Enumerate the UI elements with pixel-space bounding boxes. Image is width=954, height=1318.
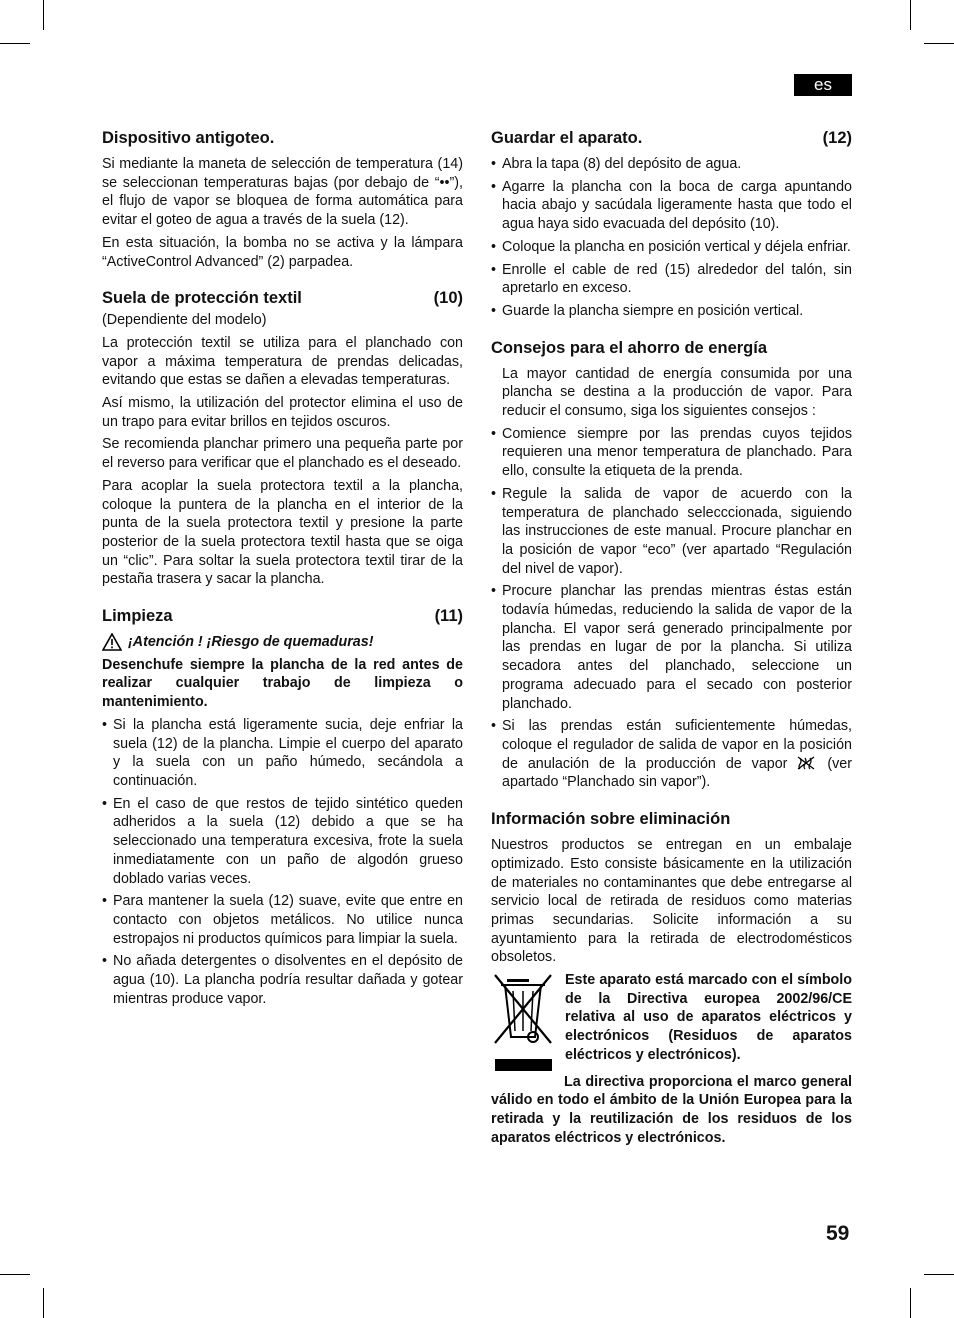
crop-mark	[43, 0, 44, 30]
note: (Dependiente del modelo)	[102, 312, 267, 329]
paragraph: La mayor cantidad de energía consumida por una plancha se destina a la producción de vapor. Para reducir el consumo, siga los siguientes consejos :	[502, 365, 852, 420]
page-number: 59	[826, 1222, 850, 1245]
list-item: • Coloque la plancha en posición vertical y déjela enfriar.	[491, 238, 852, 257]
section-eliminacion	[491, 808, 852, 1147]
paragraph: Así mismo, la utilización del protector elimina el uso de un trapo para evitar brillos en tejidos oscuros.	[102, 395, 463, 430]
section-number: (12)	[822, 129, 852, 147]
weee-block	[491, 971, 852, 1077]
section-title: Consejos para el ahorro de energía	[491, 338, 768, 357]
section-title: Dispositivo antigoteo.	[102, 129, 275, 147]
section-number: (11)	[434, 607, 463, 626]
list-item: • Regule la salida de vapor de acuerdo con la temperatura de planchado selecccionada, siguiendo las instrucciones de este manual. Procure planchar en la posición de vapor “eco” (ver apartado “Regulación del nivel de vapor).	[491, 485, 852, 579]
crop-mark	[0, 1274, 30, 1275]
list-item: • Procure planchar las prendas mientras éstas están todavía húmedas, reduciendo la salida de vapor de la plancha. El vapor será generado principalmente por las prendas en lugar de por la plancha. Si utiliza secadora antes del planchado, seleccione un programa adecuado para el secado con posterior planchado.	[491, 582, 852, 713]
crop-mark	[924, 1274, 954, 1275]
paragraph: En esta situación, la bomba no se activa y la lámpara “ActiveControl Advanced” (2) parpadea.	[102, 234, 463, 270]
paragraph: La directiva proporciona el marco general válido en todo el ámbito de la Unión Europea para la retirada y la reutilización de los residuos de los aparatos eléctricos y electrónicos.	[491, 1073, 852, 1146]
weee-figure	[491, 971, 555, 1077]
section-limpieza	[102, 605, 463, 1008]
paragraph: Si mediante la maneta de selección de temperatura (14) se seleccionan temperaturas bajas (por debajo de “••”), el flujo de vapor se bloquea de forma automática para evitar el goteo de agua a través de la suela (12).	[102, 156, 463, 229]
section-guardar	[491, 127, 852, 321]
paragraph: La protección textil se utiliza para el planchado con vapor a máxima temperatura de prendas delicadas, evitando que estas se dañen a elevadas temperaturas.	[102, 334, 463, 389]
crop-mark	[43, 1288, 44, 1318]
list-item: • Para mantener la suela (12) suave, evite que entre en contacto con objetos metálicos. No utilice nunca estropajos ni productos químicos para limpiar la suela.	[102, 892, 463, 948]
paragraph: Nuestros productos se entregan en un embalaje optimizado. Esto consiste básicamente en la utilización de materiales no contaminantes que debe entregarse al servicio local de retirada de residuos como materias primas secundarias. Solicite información a su ayuntamiento para la retirada de electrodomésticos obsoletos.	[491, 837, 852, 966]
list-item: • Si la plancha está ligeramente sucia, deje enfriar la suela (12) de la plancha. Limpie el cuerpo del aparato y la suela con un paño húmedo, secándola a continuación.	[102, 716, 463, 791]
section-title: Suela de protección textil (10)	[102, 289, 463, 308]
bold-note: Desenchufe siempre la plancha de la red antes de realizar cualquier trabajo de limpieza o mantenimiento.	[102, 656, 463, 711]
section-consejos	[491, 337, 852, 792]
list-item: • Si las prendas están suficientemente húmedas, coloque el regulador de salida de vapor en la posición de anulación de la producción de vapor (ver apartado “Planchado sin vapor”).	[491, 717, 852, 792]
right-column	[491, 127, 852, 1164]
crop-mark	[0, 43, 30, 44]
list	[102, 716, 463, 1009]
list-item: • Abra la tapa (8) del depósito de agua.	[491, 155, 852, 174]
section-title: Guardar el aparato. (12)	[491, 129, 852, 147]
crop-mark	[924, 43, 954, 44]
paragraph: Se recomienda planchar primero una pequeña parte por el reverso para verificar que el planchado es el deseado.	[102, 436, 463, 472]
section-title: Limpieza (11)	[102, 607, 463, 626]
language-tag: es	[794, 74, 852, 96]
weee-text: Este aparato está marcado con el símbolo de la Directiva europea 2002/96/CE relativa al uso de aparatos eléctricos y electrónicos (Residuos de aparatos eléctricos y electrónicos).	[565, 972, 852, 1063]
list-item: • Agarre la plancha con la boca de carga apuntando hacia abajo y sacúdala ligeramente hasta que todo el agua haya sido evacuada del depósito (10).	[491, 178, 852, 234]
list-item: • Guarde la plancha siempre en posición vertical.	[491, 302, 852, 321]
warning: ¡Atención ! ¡Riesgo de quemaduras!	[102, 633, 463, 652]
list-item: • Comience siempre por las prendas cuyos tejidos requieren una menor temperatura de planchado. Para ello, consulte la etiqueta de la prenda.	[491, 425, 852, 481]
no-steam-icon	[797, 756, 817, 770]
left-column	[102, 127, 463, 1024]
section-number: (10)	[433, 289, 463, 308]
list-item: • No añada detergentes o disolventes en el depósito de agua (10). La plancha podría resultar dañada y gotear mientras produce vapor.	[102, 952, 463, 1008]
section-antigoteo	[102, 127, 463, 271]
list	[491, 155, 852, 321]
crop-mark	[910, 1288, 911, 1318]
crossed-bin-icon	[491, 971, 555, 1071]
list	[491, 425, 852, 792]
crop-mark	[910, 0, 911, 30]
warning-icon	[102, 633, 122, 651]
section-title: Información sobre eliminación	[491, 810, 731, 829]
list-item: • Enrolle el cable de red (15) alrededor del talón, sin apretarlo en exceso.	[491, 261, 852, 298]
paragraph: Para acoplar la suela protectora textil a la plancha, coloque la puntera de la plancha en el interior de la punta de la suela protectora textil y presione la parte posterior de la suela protectora textil hasta que se oiga un “clic”. Para soltar la suela protectora textil tirar de la pestaña trasera y sacar la plancha.	[102, 477, 463, 588]
list-item: • En el caso de que restos de tejido sintético queden adheridos a la suela (12) debido a que se ha seleccionado una temperatura excesiva, frote la suela inmediatamente con un paño de algodón grueso doblado varias veces.	[102, 795, 463, 889]
section-suela	[102, 287, 463, 589]
